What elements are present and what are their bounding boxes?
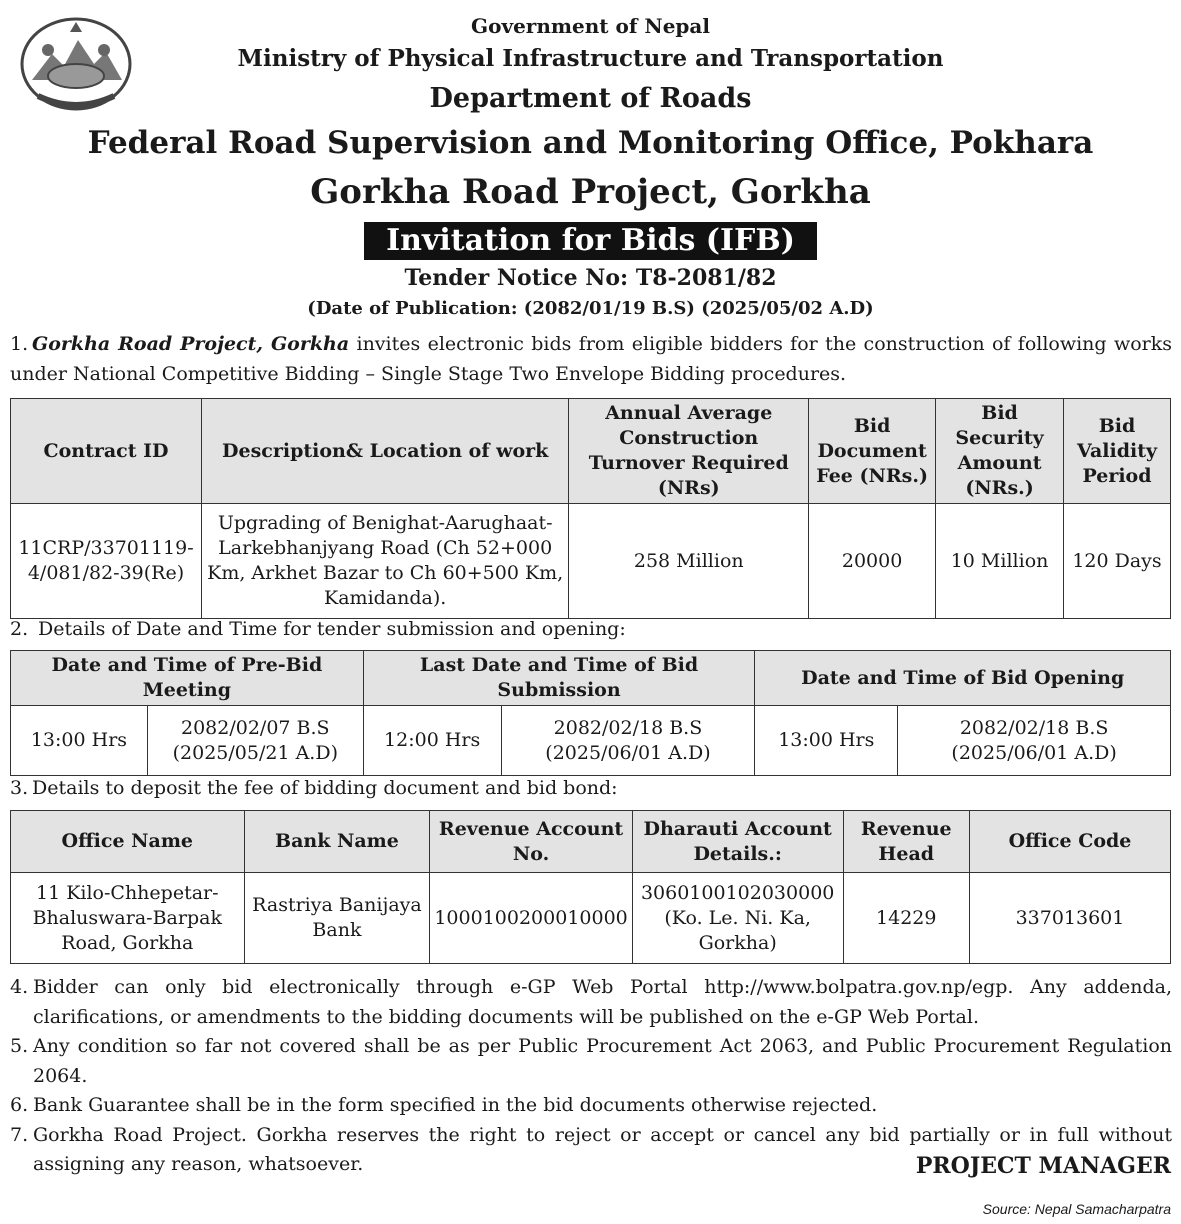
opening-date: 2082/02/18 B.S (2025/06/01 A.D)	[898, 706, 1171, 776]
pre-bid-time: 13:00 Hrs	[11, 706, 148, 776]
deposit-header-cell: Office Name	[11, 811, 245, 873]
department-title: Department of Roads	[429, 83, 752, 114]
clauses-list	[10, 973, 1172, 1180]
schedule-header-cell: Date and Time of Pre-Bid Meeting	[11, 651, 364, 706]
intro-paragraph: 1. Gorkha Road Project, Gorkha invites electronic bids from eligible bidders for the construction of following works under National Competitive Bidding – Single Stage Two Envelope Bidding procedures.	[10, 333, 1172, 385]
deposit-header-cell: Bank Name	[244, 811, 430, 873]
list-item: 4. Bidder can only bid electronically through e-GP Web Portal http://www.bolpatra.gov.np/egp. Any addenda, clarifications, or amendments to the bidding documents will be published on the e-GP Web Portal.	[10, 976, 1172, 1028]
office-code: 337013601	[969, 873, 1170, 964]
contract-header-cell: Bid Validity Period	[1064, 399, 1171, 504]
office-title: Federal Road Supervision and Monitoring Office, Pokhara	[87, 125, 1094, 161]
schedule-header-cell: Last Date and Time of Bid Submission	[363, 651, 755, 706]
deposit-header-cell: Dharauti Account Details.:	[632, 811, 843, 873]
work-description: Upgrading of Benighat-Aarughaat-Larkebhanjyang Road (Ch 52+000 Km, Arkhet Bazar to Ch 60+500 Km, Kamidanda).	[201, 504, 568, 619]
bank-name: Rastriya Banijaya Bank	[244, 873, 430, 964]
submission-time: 12:00 Hrs	[363, 706, 501, 776]
ministry-title: Ministry of Physical Infrastructure and Transportation	[237, 45, 944, 72]
deposit-table	[10, 810, 1171, 964]
contract-id: 11CRP/33701119-4/081/82-39(Re)	[11, 504, 202, 619]
table-row	[11, 706, 1171, 776]
section-3-heading: 3. Details to deposit the fee of bidding document and bid bond:	[10, 777, 618, 799]
dharauti-account: 3060100102030000 (Ko. Le. Ni. Ka, Gorkha)	[632, 873, 843, 964]
office-name: 11 Kilo-Chhepetar-Bhaluswara-Barpak Road, Gorkha	[11, 873, 245, 964]
contract-header-cell: Bid Security Amount (NRs.)	[936, 399, 1064, 504]
schedule-header-cell: Date and Time of Bid Opening	[755, 651, 1171, 706]
contract-header-cell: Annual Average Construction Turnover Required (NRs)	[569, 399, 809, 504]
revenue-account-no: 1000100200010000	[430, 873, 632, 964]
contract-header-cell: Contract ID	[11, 399, 202, 504]
bid-validity-period: 120 Days	[1064, 504, 1171, 619]
section-2-heading: 2. Details of Date and Time for tender submission and opening:	[10, 618, 626, 640]
publication-date: (Date of Publication: (2082/01/19 B.S) (2025/05/02 A.D)	[307, 298, 874, 319]
deposit-header-cell: Office Code	[969, 811, 1170, 873]
revenue-head: 14229	[843, 873, 969, 964]
project-title: Gorkha Road Project, Gorkha	[310, 172, 871, 212]
turnover-required: 258 Million	[569, 504, 809, 619]
bid-document-fee: 20000	[809, 504, 936, 619]
signatory: PROJECT MANAGER	[915, 1153, 1171, 1179]
list-item: 5. Any condition so far not covered shall be as per Public Procurement Act 2063, and Public Procurement Regulation 2064.	[10, 1035, 1172, 1087]
submission-date: 2082/02/18 B.S (2025/06/01 A.D)	[501, 706, 755, 776]
contract-header-cell: Bid Document Fee (NRs.)	[809, 399, 936, 504]
deposit-header-cell: Revenue Head	[843, 811, 969, 873]
tender-number: Tender Notice No: T8-2081/82	[404, 265, 777, 291]
opening-time: 13:00 Hrs	[755, 706, 898, 776]
table-row	[11, 504, 1171, 619]
government-title: Government of Nepal	[471, 14, 710, 38]
intro-org: Gorkha Road Project, Gorkha	[32, 333, 350, 355]
table-row	[11, 873, 1171, 964]
list-item: 7. Gorkha Road Project. Gorkha reserves the right to reject or accept or cancel any bid partially or in full without assigning any reason, whatsoever.	[10, 1123, 1172, 1175]
contract-header-cell: Description& Location of work	[201, 399, 568, 504]
bid-security-amount: 10 Million	[936, 504, 1064, 619]
contract-table	[10, 398, 1171, 619]
pre-bid-date: 2082/02/07 B.S (2025/05/21 A.D)	[147, 706, 363, 776]
schedule-table	[10, 650, 1171, 776]
deposit-header-cell: Revenue Account No.	[430, 811, 632, 873]
ifb-banner: Invitation for Bids (IFB)	[364, 222, 817, 260]
source-credit: Source: Nepal Samacharpatra	[982, 1201, 1171, 1217]
list-item: 6. Bank Guarantee shall be in the form specified in the bid documents otherwise rejected.	[10, 1094, 878, 1116]
